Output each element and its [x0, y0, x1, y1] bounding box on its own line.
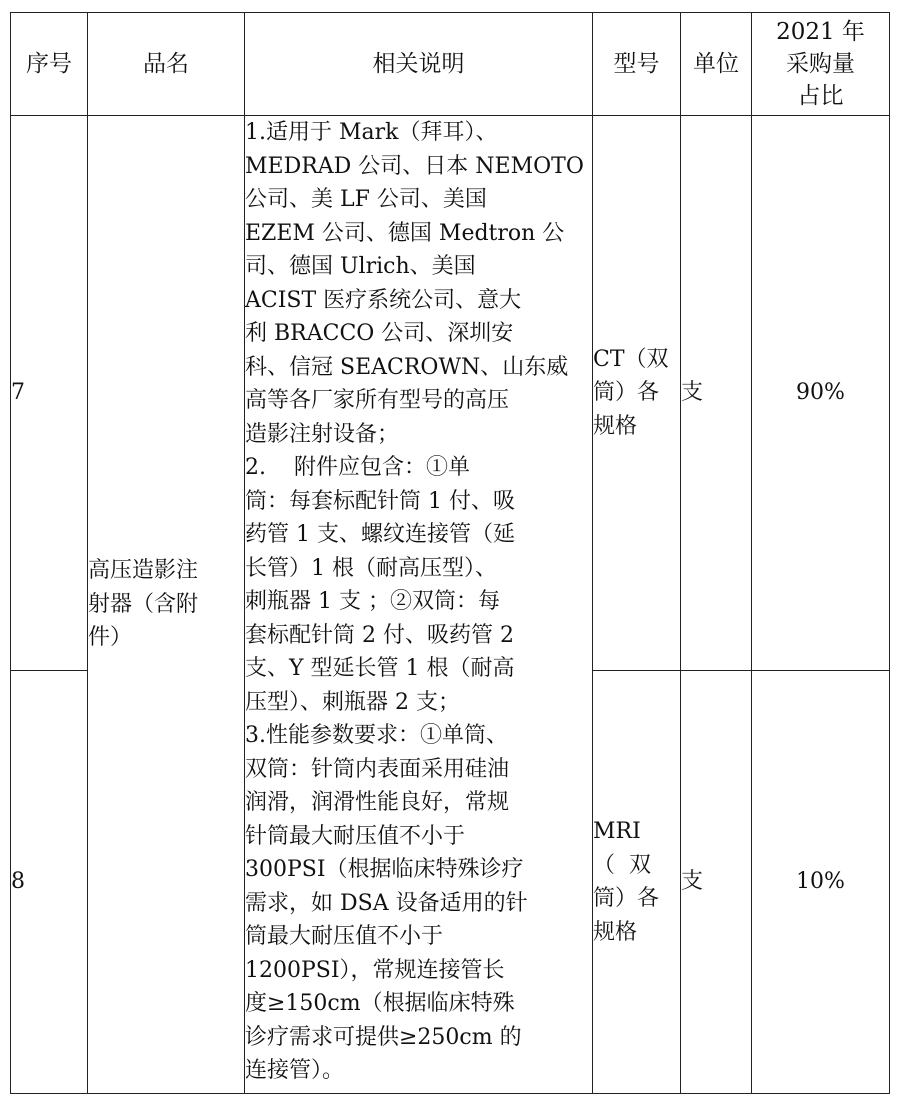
header-ratio-line: 占比	[797, 83, 844, 109]
header-name: 品名	[88, 13, 245, 116]
description-line: 利 BRACCO 公司、深圳安	[245, 321, 514, 346]
model-line: 规格	[593, 919, 638, 945]
model-line: MRI	[593, 819, 641, 844]
description-line: 针筒最大耐压值不小于	[245, 823, 466, 849]
row-ratio: 90%	[752, 116, 890, 671]
description-line: 2. 附件应包含：①单	[245, 455, 470, 480]
row-ratio: 10%	[752, 671, 890, 1094]
description-line: 筒：每套标配针筒 1 付、吸	[245, 488, 515, 514]
description-line: 3.性能参数要求：①单筒、	[245, 723, 508, 748]
description-line: 诊疗需求可提供≥250cm 的	[245, 1024, 522, 1050]
model-line: 筒）各	[593, 886, 660, 911]
row-seq: 8	[11, 671, 88, 1094]
header-ratio-line: 2021 年	[776, 19, 865, 45]
description-line: 长管）1 根（耐高压型）、	[245, 555, 497, 581]
product-name-line: 射器（含附	[88, 591, 199, 617]
description-line: 药管 1 支、螺纹连接管（延	[245, 522, 515, 547]
description-line: 造影注射设备；	[245, 421, 400, 447]
description-line: 刺瓶器 1 支 ；②双筒：每	[245, 589, 500, 614]
header-desc: 相关说明	[245, 13, 593, 116]
description-line: 300PSI（根据临床特殊诊疗	[245, 857, 524, 882]
description-line: 需求，如 DSA 设备适用的针	[245, 890, 528, 916]
description-line: 高等各厂家所有型号的高压	[245, 388, 510, 413]
row-unit: 支	[681, 671, 752, 1094]
header-ratio-line: 采购量	[786, 51, 855, 77]
model-line: 规格	[593, 413, 638, 439]
header-unit: 单位	[681, 13, 752, 116]
row-unit: 支	[681, 116, 752, 671]
description-line: 支、Y 型延长管 1 根（耐高	[245, 656, 515, 681]
header-row	[11, 13, 890, 116]
description-line: 连接管）。	[245, 1058, 345, 1083]
description-line: 度≥150cm（根据临床特殊	[245, 991, 515, 1016]
description-line: 司、德国 Ulrich、美国	[245, 254, 476, 279]
description-line: 科、信冠 SEACROWN、山东威	[245, 354, 569, 380]
description-line: MEDRAD 公司、日本 NEMOTO	[245, 153, 584, 179]
product-name-line: 件）	[88, 625, 133, 651]
row-seq: 7	[11, 116, 88, 671]
description-line: 筒最大耐压值不小于	[245, 924, 444, 949]
model-line: （ 双	[593, 852, 651, 878]
spec-table	[10, 12, 890, 1094]
header-seq: 序号	[11, 13, 88, 116]
row-model	[593, 671, 681, 1094]
description	[245, 116, 593, 1094]
description-line: 润滑，润滑性能良好，常规	[245, 790, 510, 815]
description-line: 1.适用于 Mark（拜耳）、	[245, 120, 498, 145]
table-row	[11, 116, 890, 671]
description-line: 套标配针筒 2 付、吸药管 2	[245, 622, 514, 648]
header-model: 型号	[593, 13, 681, 116]
description-line: EZEM 公司、德国 Medtron 公	[245, 220, 565, 246]
model-line: CT（双	[593, 346, 669, 372]
description-line: 双筒：针筒内表面采用硅油	[245, 756, 510, 782]
row-model	[593, 116, 681, 671]
description-line: ACIST 医疗系统公司、意大	[245, 287, 522, 313]
header-ratio	[752, 13, 890, 116]
product-name	[88, 116, 245, 1094]
description-line: 压型）、刺瓶器 2 支；	[245, 689, 460, 715]
product-name-line: 高压造影注	[88, 558, 199, 584]
description-line: 1200PSI），常规连接管长	[245, 957, 505, 983]
description-line: 公司、美 LF 公司、美国	[245, 187, 487, 212]
model-line: 筒）各	[593, 380, 660, 406]
